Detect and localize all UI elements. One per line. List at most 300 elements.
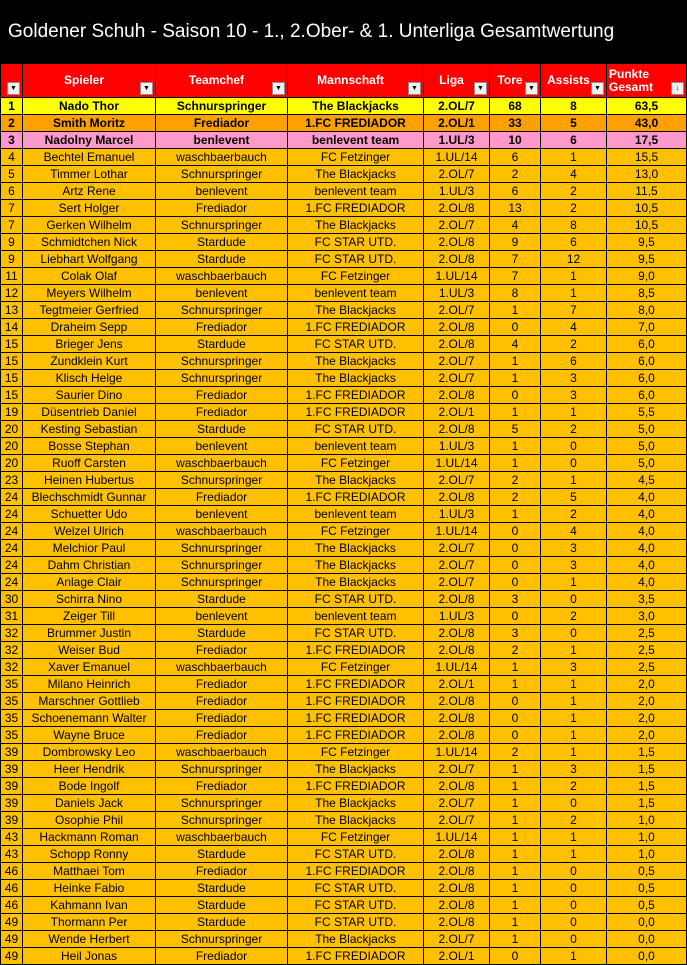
liga-cell[interactable]: 2.OL/7 [424,302,490,319]
team-cell[interactable]: 1.FC FREDIADOR [288,676,424,693]
team-cell[interactable]: FC Fetzinger [288,829,424,846]
teamchef-cell[interactable]: Schnurspringer [156,353,288,370]
teamchef-cell[interactable]: Schnurspringer [156,166,288,183]
team-cell[interactable]: benlevent team [288,285,424,302]
points-cell[interactable]: 7,0 [607,319,687,336]
player-name-cell[interactable]: Liebhart Wolfgang [23,251,156,268]
points-cell[interactable]: 2,5 [607,642,687,659]
team-cell[interactable]: The Blackjacks [288,557,424,574]
team-cell[interactable]: The Blackjacks [288,795,424,812]
rank-cell[interactable]: 9 [1,251,23,268]
points-cell[interactable]: 0,5 [607,897,687,914]
team-cell[interactable]: The Blackjacks [288,98,424,115]
player-name-cell[interactable]: Schuetter Udo [23,506,156,523]
assists-cell[interactable]: 0 [541,438,607,455]
player-name-cell[interactable]: Timmer Lothar [23,166,156,183]
teamchef-cell[interactable]: Schnurspringer [156,795,288,812]
goals-cell[interactable]: 1 [490,880,541,897]
goals-cell[interactable]: 0 [490,710,541,727]
dropdown-arrow-icon[interactable]: ▼ [272,82,285,95]
goals-cell[interactable]: 9 [490,234,541,251]
team-cell[interactable]: FC STAR UTD. [288,625,424,642]
teamchef-cell[interactable]: Schnurspringer [156,370,288,387]
points-cell[interactable]: 0,0 [607,948,687,965]
liga-cell[interactable]: 1.UL/3 [424,438,490,455]
team-cell[interactable]: The Blackjacks [288,217,424,234]
points-cell[interactable]: 6,0 [607,336,687,353]
points-cell[interactable]: 8,5 [607,285,687,302]
teamchef-cell[interactable]: Frediador [156,948,288,965]
goals-cell[interactable]: 0 [490,574,541,591]
team-cell[interactable]: FC STAR UTD. [288,591,424,608]
teamchef-cell[interactable]: Frediador [156,693,288,710]
teamchef-cell[interactable]: waschbaerbauch [156,659,288,676]
rank-cell[interactable]: 5 [1,166,23,183]
assists-cell[interactable]: 0 [541,863,607,880]
liga-cell[interactable]: 2.OL/8 [424,591,490,608]
rank-cell[interactable]: 32 [1,625,23,642]
assists-cell[interactable]: 1 [541,574,607,591]
points-cell[interactable]: 9,5 [607,251,687,268]
player-name-cell[interactable]: Blechschmidt Gunnar [23,489,156,506]
teamchef-cell[interactable]: Stardude [156,880,288,897]
rank-cell[interactable]: 49 [1,948,23,965]
liga-cell[interactable]: 2.OL/8 [424,489,490,506]
teamchef-cell[interactable]: benlevent [156,183,288,200]
assists-cell[interactable]: 0 [541,795,607,812]
points-cell[interactable]: 8,0 [607,302,687,319]
rank-cell[interactable]: 6 [1,183,23,200]
assists-cell[interactable]: 7 [541,302,607,319]
teamchef-cell[interactable]: Stardude [156,336,288,353]
teamchef-cell[interactable]: Schnurspringer [156,761,288,778]
team-cell[interactable]: benlevent team [288,608,424,625]
player-name-cell[interactable]: Marschner Gottlieb [23,693,156,710]
rank-cell[interactable]: 7 [1,217,23,234]
rank-cell[interactable]: 24 [1,540,23,557]
player-name-cell[interactable]: Dombrowsky Leo [23,744,156,761]
teamchef-cell[interactable]: Schnurspringer [156,217,288,234]
points-cell[interactable]: 4,0 [607,506,687,523]
rank-cell[interactable]: 15 [1,387,23,404]
rank-cell[interactable]: 20 [1,421,23,438]
rank-cell[interactable]: 24 [1,523,23,540]
teamchef-cell[interactable]: Stardude [156,421,288,438]
points-cell[interactable]: 17,5 [607,132,687,149]
teamchef-cell[interactable]: benlevent [156,506,288,523]
assists-cell[interactable]: 1 [541,472,607,489]
goals-cell[interactable]: 1 [490,455,541,472]
teamchef-cell[interactable]: Frediador [156,778,288,795]
points-cell[interactable]: 5,0 [607,421,687,438]
points-cell[interactable]: 2,5 [607,625,687,642]
assists-cell[interactable]: 2 [541,421,607,438]
teamchef-cell[interactable]: waschbaerbauch [156,268,288,285]
goals-cell[interactable]: 1 [490,795,541,812]
player-name-cell[interactable]: Heil Jonas [23,948,156,965]
rank-cell[interactable]: 24 [1,557,23,574]
player-name-cell[interactable]: Düsentrieb Daniel [23,404,156,421]
assists-cell[interactable]: 2 [541,608,607,625]
goals-cell[interactable]: 13 [490,200,541,217]
liga-cell[interactable]: 1.UL/14 [424,744,490,761]
points-cell[interactable]: 0,0 [607,931,687,948]
assists-cell[interactable]: 2 [541,200,607,217]
points-cell[interactable]: 1,5 [607,795,687,812]
player-name-cell[interactable]: Colak Olaf [23,268,156,285]
assists-cell[interactable]: 1 [541,744,607,761]
liga-cell[interactable]: 2.OL/8 [424,863,490,880]
team-cell[interactable]: FC Fetzinger [288,268,424,285]
player-name-cell[interactable]: Brummer Justin [23,625,156,642]
assists-cell[interactable]: 4 [541,319,607,336]
assists-cell[interactable]: 8 [541,217,607,234]
assists-cell[interactable]: 5 [541,115,607,132]
assists-cell[interactable]: 1 [541,727,607,744]
teamchef-cell[interactable]: Stardude [156,914,288,931]
team-cell[interactable]: FC Fetzinger [288,523,424,540]
points-cell[interactable]: 2,0 [607,727,687,744]
points-cell[interactable]: 0,5 [607,863,687,880]
header-mannschaft[interactable] [288,64,424,98]
goals-cell[interactable]: 1 [490,302,541,319]
points-cell[interactable]: 9,5 [607,234,687,251]
assists-cell[interactable]: 0 [541,880,607,897]
liga-cell[interactable]: 1.UL/14 [424,523,490,540]
header-teamchef[interactable] [156,64,288,98]
points-cell[interactable]: 6,0 [607,353,687,370]
goals-cell[interactable]: 2 [490,166,541,183]
points-cell[interactable]: 2,0 [607,693,687,710]
goals-cell[interactable]: 2 [490,472,541,489]
rank-cell[interactable]: 24 [1,506,23,523]
teamchef-cell[interactable]: Frediador [156,727,288,744]
points-cell[interactable]: 2,5 [607,659,687,676]
player-name-cell[interactable]: Thormann Per [23,914,156,931]
goals-cell[interactable]: 10 [490,132,541,149]
rank-cell[interactable]: 46 [1,880,23,897]
player-name-cell[interactable]: Kahmann Ivan [23,897,156,914]
goals-cell[interactable]: 0 [490,319,541,336]
player-name-cell[interactable]: Heer Hendrik [23,761,156,778]
player-name-cell[interactable]: Sert Holger [23,200,156,217]
goals-cell[interactable]: 1 [490,931,541,948]
assists-cell[interactable]: 1 [541,676,607,693]
player-name-cell[interactable]: Gerken Wilhelm [23,217,156,234]
goals-cell[interactable]: 68 [490,98,541,115]
assists-cell[interactable]: 6 [541,132,607,149]
dropdown-arrow-icon[interactable]: ▼ [591,82,604,95]
player-name-cell[interactable]: Schopp Ronny [23,846,156,863]
player-name-cell[interactable]: Wende Herbert [23,931,156,948]
points-cell[interactable]: 3,0 [607,608,687,625]
rank-cell[interactable]: 49 [1,931,23,948]
assists-cell[interactable]: 1 [541,149,607,166]
goals-cell[interactable]: 1 [490,812,541,829]
assists-cell[interactable]: 1 [541,693,607,710]
liga-cell[interactable]: 2.OL/7 [424,557,490,574]
assists-cell[interactable]: 2 [541,812,607,829]
liga-cell[interactable]: 1.UL/14 [424,659,490,676]
goals-cell[interactable]: 6 [490,149,541,166]
dropdown-arrow-icon[interactable]: ▼ [408,82,421,95]
header-assists[interactable] [541,64,607,98]
team-cell[interactable]: 1.FC FREDIADOR [288,948,424,965]
player-name-cell[interactable]: Nadolny Marcel [23,132,156,149]
team-cell[interactable]: The Blackjacks [288,166,424,183]
liga-cell[interactable]: 2.OL/8 [424,846,490,863]
rank-cell[interactable]: 30 [1,591,23,608]
player-name-cell[interactable]: Ruoff Carsten [23,455,156,472]
liga-cell[interactable]: 1.UL/3 [424,285,490,302]
teamchef-cell[interactable]: Schnurspringer [156,574,288,591]
team-cell[interactable]: FC Fetzinger [288,659,424,676]
rank-cell[interactable]: 20 [1,438,23,455]
rank-cell[interactable]: 24 [1,574,23,591]
teamchef-cell[interactable]: Frediador [156,676,288,693]
team-cell[interactable]: FC STAR UTD. [288,846,424,863]
assists-cell[interactable]: 1 [541,846,607,863]
player-name-cell[interactable]: Klisch Helge [23,370,156,387]
player-name-cell[interactable]: Wayne Bruce [23,727,156,744]
points-cell[interactable]: 1,0 [607,812,687,829]
goals-cell[interactable]: 1 [490,863,541,880]
team-cell[interactable]: 1.FC FREDIADOR [288,642,424,659]
liga-cell[interactable]: 2.OL/8 [424,625,490,642]
points-cell[interactable]: 3,5 [607,591,687,608]
team-cell[interactable]: FC STAR UTD. [288,897,424,914]
assists-cell[interactable]: 3 [541,659,607,676]
rank-cell[interactable]: 49 [1,914,23,931]
team-cell[interactable]: benlevent team [288,132,424,149]
teamchef-cell[interactable]: benlevent [156,608,288,625]
teamchef-cell[interactable]: Schnurspringer [156,472,288,489]
points-cell[interactable]: 4,0 [607,540,687,557]
player-name-cell[interactable]: Tegtmeier Gerfried [23,302,156,319]
teamchef-cell[interactable]: Schnurspringer [156,302,288,319]
team-cell[interactable]: FC STAR UTD. [288,421,424,438]
points-cell[interactable]: 4,5 [607,472,687,489]
player-name-cell[interactable]: Hackmann Roman [23,829,156,846]
liga-cell[interactable]: 2.OL/8 [424,693,490,710]
points-cell[interactable]: 63,5 [607,98,687,115]
points-cell[interactable]: 9,0 [607,268,687,285]
liga-cell[interactable]: 2.OL/8 [424,234,490,251]
teamchef-cell[interactable]: Frediador [156,387,288,404]
team-cell[interactable]: FC Fetzinger [288,455,424,472]
assists-cell[interactable]: 3 [541,387,607,404]
teamchef-cell[interactable]: Frediador [156,489,288,506]
goals-cell[interactable]: 0 [490,387,541,404]
player-name-cell[interactable]: Milano Heinrich [23,676,156,693]
teamchef-cell[interactable]: waschbaerbauch [156,829,288,846]
assists-cell[interactable]: 2 [541,506,607,523]
liga-cell[interactable]: 1.UL/3 [424,608,490,625]
assists-cell[interactable]: 12 [541,251,607,268]
points-cell[interactable]: 5,0 [607,438,687,455]
assists-cell[interactable]: 1 [541,948,607,965]
goals-cell[interactable]: 1 [490,676,541,693]
teamchef-cell[interactable]: Frediador [156,863,288,880]
rank-cell[interactable]: 35 [1,676,23,693]
assists-cell[interactable]: 2 [541,183,607,200]
goals-cell[interactable]: 0 [490,557,541,574]
liga-cell[interactable]: 2.OL/1 [424,404,490,421]
goals-cell[interactable]: 1 [490,761,541,778]
liga-cell[interactable]: 2.OL/8 [424,336,490,353]
liga-cell[interactable]: 2.OL/7 [424,761,490,778]
goals-cell[interactable]: 1 [490,506,541,523]
dropdown-arrow-icon[interactable]: ▼ [525,82,538,95]
team-cell[interactable]: FC STAR UTD. [288,914,424,931]
assists-cell[interactable]: 3 [541,557,607,574]
points-cell[interactable]: 10,5 [607,217,687,234]
rank-cell[interactable]: 14 [1,319,23,336]
team-cell[interactable]: benlevent team [288,506,424,523]
goals-cell[interactable]: 7 [490,251,541,268]
header-tore[interactable] [490,64,541,98]
teamchef-cell[interactable]: waschbaerbauch [156,455,288,472]
teamchef-cell[interactable]: Frediador [156,710,288,727]
teamchef-cell[interactable]: benlevent [156,438,288,455]
goals-cell[interactable]: 2 [490,489,541,506]
teamchef-cell[interactable]: Frediador [156,200,288,217]
dropdown-arrow-icon[interactable]: ▼ [474,82,487,95]
liga-cell[interactable]: 2.OL/8 [424,727,490,744]
team-cell[interactable]: FC STAR UTD. [288,251,424,268]
player-name-cell[interactable]: Bosse Stephan [23,438,156,455]
rank-cell[interactable]: 35 [1,693,23,710]
rank-cell[interactable]: 3 [1,132,23,149]
rank-cell[interactable]: 4 [1,149,23,166]
player-name-cell[interactable]: Heinke Fabio [23,880,156,897]
team-cell[interactable]: The Blackjacks [288,353,424,370]
teamchef-cell[interactable]: Frediador [156,642,288,659]
rank-cell[interactable]: 19 [1,404,23,421]
points-cell[interactable]: 0,5 [607,880,687,897]
rank-cell[interactable]: 39 [1,778,23,795]
teamchef-cell[interactable]: benlevent [156,285,288,302]
goals-cell[interactable]: 0 [490,727,541,744]
goals-cell[interactable]: 3 [490,591,541,608]
points-cell[interactable]: 1,0 [607,829,687,846]
player-name-cell[interactable]: Smith Moritz [23,115,156,132]
liga-cell[interactable]: 2.OL/7 [424,574,490,591]
assists-cell[interactable]: 1 [541,829,607,846]
goals-cell[interactable]: 4 [490,336,541,353]
player-name-cell[interactable]: Bechtel Emanuel [23,149,156,166]
team-cell[interactable]: 1.FC FREDIADOR [288,693,424,710]
header-rank[interactable] [1,64,23,98]
team-cell[interactable]: 1.FC FREDIADOR [288,727,424,744]
goals-cell[interactable]: 0 [490,948,541,965]
liga-cell[interactable]: 1.UL/3 [424,132,490,149]
player-name-cell[interactable]: Anlage Clair [23,574,156,591]
rank-cell[interactable]: 46 [1,863,23,880]
sort-descending-icon[interactable]: ↓ [671,82,684,95]
assists-cell[interactable]: 2 [541,336,607,353]
player-name-cell[interactable]: Schoenemann Walter [23,710,156,727]
player-name-cell[interactable]: Melchior Paul [23,540,156,557]
teamchef-cell[interactable]: Frediador [156,404,288,421]
teamchef-cell[interactable]: Frediador [156,319,288,336]
goals-cell[interactable]: 33 [490,115,541,132]
liga-cell[interactable]: 2.OL/7 [424,217,490,234]
goals-cell[interactable]: 0 [490,540,541,557]
team-cell[interactable]: FC Fetzinger [288,744,424,761]
points-cell[interactable]: 4,0 [607,574,687,591]
assists-cell[interactable]: 3 [541,370,607,387]
liga-cell[interactable]: 2.OL/8 [424,778,490,795]
assists-cell[interactable]: 8 [541,98,607,115]
goals-cell[interactable]: 1 [490,897,541,914]
player-name-cell[interactable]: Xaver Emanuel [23,659,156,676]
goals-cell[interactable]: 7 [490,268,541,285]
assists-cell[interactable]: 2 [541,778,607,795]
liga-cell[interactable]: 2.OL/8 [424,387,490,404]
team-cell[interactable]: 1.FC FREDIADOR [288,404,424,421]
points-cell[interactable]: 4,0 [607,523,687,540]
goals-cell[interactable]: 1 [490,370,541,387]
assists-cell[interactable]: 5 [541,489,607,506]
teamchef-cell[interactable]: Schnurspringer [156,812,288,829]
points-cell[interactable]: 15,5 [607,149,687,166]
liga-cell[interactable]: 2.OL/7 [424,166,490,183]
assists-cell[interactable]: 0 [541,931,607,948]
liga-cell[interactable]: 2.OL/8 [424,421,490,438]
goals-cell[interactable]: 4 [490,217,541,234]
player-name-cell[interactable]: Bode Ingolf [23,778,156,795]
points-cell[interactable]: 5,0 [607,455,687,472]
teamchef-cell[interactable]: Stardude [156,846,288,863]
rank-cell[interactable]: 9 [1,234,23,251]
team-cell[interactable]: The Blackjacks [288,812,424,829]
team-cell[interactable]: FC STAR UTD. [288,880,424,897]
points-cell[interactable]: 6,0 [607,370,687,387]
assists-cell[interactable]: 4 [541,523,607,540]
teamchef-cell[interactable]: Frediador [156,115,288,132]
player-name-cell[interactable]: Schirra Nino [23,591,156,608]
goals-cell[interactable]: 6 [490,183,541,200]
assists-cell[interactable]: 3 [541,761,607,778]
goals-cell[interactable]: 2 [490,744,541,761]
assists-cell[interactable]: 0 [541,625,607,642]
teamchef-cell[interactable]: Schnurspringer [156,98,288,115]
rank-cell[interactable]: 32 [1,642,23,659]
goals-cell[interactable]: 1 [490,404,541,421]
player-name-cell[interactable]: Artz Rene [23,183,156,200]
rank-cell[interactable]: 35 [1,727,23,744]
liga-cell[interactable]: 2.OL/7 [424,812,490,829]
rank-cell[interactable]: 39 [1,812,23,829]
team-cell[interactable]: The Blackjacks [288,574,424,591]
assists-cell[interactable]: 0 [541,455,607,472]
assists-cell[interactable]: 1 [541,642,607,659]
assists-cell[interactable]: 1 [541,268,607,285]
goals-cell[interactable]: 8 [490,285,541,302]
goals-cell[interactable]: 1 [490,353,541,370]
player-name-cell[interactable]: Meyers Wilhelm [23,285,156,302]
team-cell[interactable]: 1.FC FREDIADOR [288,319,424,336]
assists-cell[interactable]: 0 [541,897,607,914]
team-cell[interactable]: 1.FC FREDIADOR [288,778,424,795]
assists-cell[interactable]: 0 [541,591,607,608]
team-cell[interactable]: The Blackjacks [288,370,424,387]
player-name-cell[interactable]: Heinen Hubertus [23,472,156,489]
liga-cell[interactable]: 2.OL/7 [424,353,490,370]
liga-cell[interactable]: 2.OL/8 [424,914,490,931]
rank-cell[interactable]: 11 [1,268,23,285]
